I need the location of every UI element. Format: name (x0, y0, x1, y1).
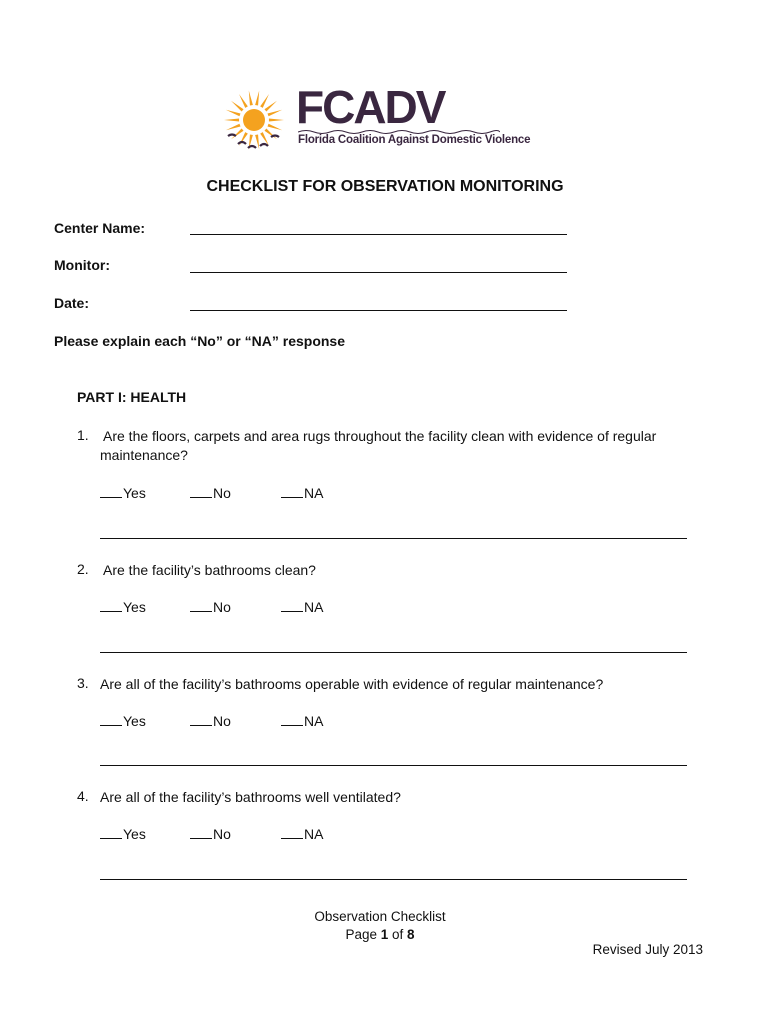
fcadv-logo (216, 81, 531, 164)
sun-ray (239, 132, 248, 146)
sun-ray (249, 90, 253, 105)
question-text: Are the floors, carpets and area rugs throughout the facility clean with evidence of regular maintenance? (100, 428, 657, 463)
option-na[interactable]: NA (281, 826, 323, 842)
question-number: 1. (77, 427, 89, 443)
option-yes[interactable]: Yes (100, 485, 146, 501)
option-na[interactable]: NA (281, 485, 323, 501)
page-title: CHECKLIST FOR OBSERVATION MONITORING (206, 178, 564, 195)
sun-ray (231, 101, 244, 112)
sun-ray (226, 124, 241, 131)
option-yes[interactable]: Yes (100, 826, 146, 842)
explanation-line[interactable] (100, 538, 687, 539)
option-no[interactable]: No (190, 485, 231, 501)
option-no[interactable]: No (190, 599, 231, 615)
option-yes[interactable]: Yes (100, 599, 146, 615)
revised-date: Revised July 2013 (592, 942, 703, 957)
sun-ray (269, 119, 284, 122)
monitor-field[interactable] (190, 272, 567, 273)
explanation-line[interactable] (100, 879, 687, 880)
sun-logo-icon (216, 90, 292, 164)
logo-wordmark: FCADV (296, 81, 445, 133)
sun-ray (268, 110, 283, 117)
sun-ray (264, 128, 277, 139)
footer-doc-name: Observation Checklist (314, 909, 446, 924)
center-name-field[interactable] (190, 234, 567, 235)
question-text: Are the facility’s bathrooms clean? (103, 562, 316, 578)
explanation-line[interactable] (100, 765, 687, 766)
explanation-line[interactable] (100, 652, 687, 653)
option-na[interactable]: NA (281, 713, 323, 729)
option-no[interactable]: No (190, 713, 231, 729)
sun-ray (268, 124, 283, 131)
option-no[interactable]: No (190, 826, 231, 842)
sun-ray (239, 94, 248, 108)
sun-ray (224, 119, 239, 122)
center-name-label: Center Name: (54, 220, 146, 236)
option-yes[interactable]: Yes (100, 713, 146, 729)
sun-ray (226, 110, 241, 117)
question-text: Are all of the facility’s bathrooms operable with evidence of regular maintenance? (100, 676, 604, 692)
sun-ray (255, 90, 259, 105)
part-heading: PART I: HEALTH (77, 389, 187, 405)
date-field[interactable] (190, 310, 567, 311)
question-number: 4. (77, 788, 89, 804)
question-number: 2. (77, 561, 89, 577)
question-text: Are all of the facility’s bathrooms well ventilated? (100, 789, 401, 805)
monitor-label: Monitor: (54, 257, 110, 273)
page-number: Page 1 of 8 (345, 927, 415, 942)
instruction-text: Please explain each “No” or “NA” response (54, 333, 345, 349)
date-label: Date: (54, 295, 90, 311)
logo-tagline: Florida Coalition Against Domestic Violence (298, 134, 531, 146)
option-na[interactable]: NA (281, 599, 323, 615)
sun-ray (264, 101, 277, 112)
sun-ray (260, 94, 269, 108)
question-number: 3. (77, 675, 89, 691)
